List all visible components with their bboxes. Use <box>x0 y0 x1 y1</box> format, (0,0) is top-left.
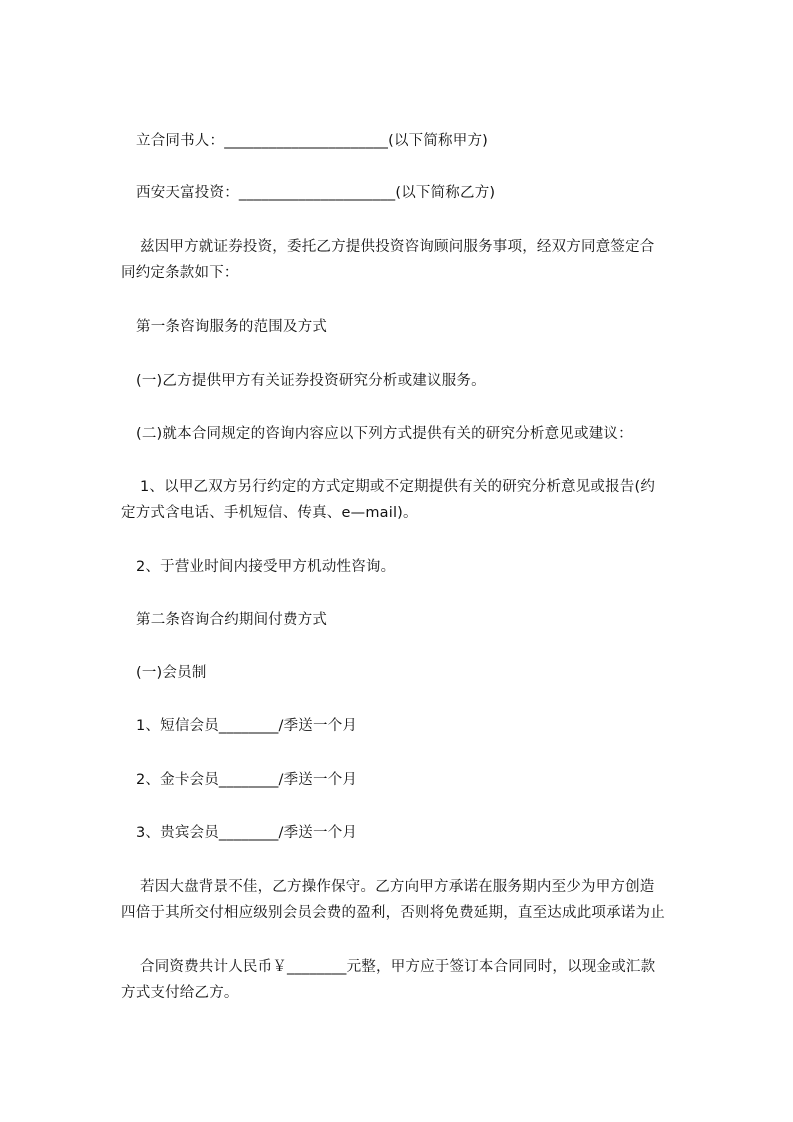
clause-1-2-item-1-line-1: 1、以甲乙双方另行约定的方式定期或不定期提供有关的研究分析意见或报告(约 <box>140 479 656 495</box>
clause-1-2-item-1-line-2: 定方式含电话、手机短信、传真、e—mail)。 <box>121 505 418 521</box>
clause-1-2-item-2: 2、于营业时间内接受甲方机动性咨询。 <box>136 559 396 575</box>
preamble-line-2: 同约定条款如下： <box>121 265 239 281</box>
clause-1-2: (二)就本合同规定的咨询内容应以下列方式提供有关的研究分析意见或建议： <box>136 426 633 442</box>
commitment-line-2: 四倍于其所交付相应级别会员会费的盈利，否则将免费延期，直至达成此项承诺为止 <box>121 905 665 921</box>
membership-gold: 2、金卡会员________/季送一个月 <box>136 772 358 788</box>
commitment-line-1: 若因大盘背景不佳，乙方操作保守。乙方向甲方承诺在服务期内至少为甲方创造 <box>140 879 655 895</box>
article-2-heading: 第二条咨询合约期间付费方式 <box>136 612 328 628</box>
article-1-heading: 第一条咨询服务的范围及方式 <box>136 319 328 335</box>
party-a-line: 立合同书人：______________________(以下简称甲方) <box>136 133 489 149</box>
clause-1-1: (一)乙方提供甲方有关证券投资研究分析或建议服务。 <box>136 373 486 389</box>
fee-line-2: 方式支付给乙方。 <box>121 985 239 1001</box>
preamble-line-1: 兹因甲方就证券投资，委托乙方提供投资咨询顾问服务事项，经双方同意签定合 <box>140 239 655 255</box>
membership-vip: 3、贵宾会员________/季送一个月 <box>136 825 358 841</box>
party-b-line: 西安天富投资：_____________________(以下简称乙方) <box>136 185 496 201</box>
fee-line-1: 合同资费共计人民币￥________元整，甲方应于签订本合同同时，以现金或汇款 <box>140 959 656 975</box>
membership-sms: 1、短信会员________/季送一个月 <box>136 718 358 734</box>
membership-heading: (一)会员制 <box>136 665 207 681</box>
